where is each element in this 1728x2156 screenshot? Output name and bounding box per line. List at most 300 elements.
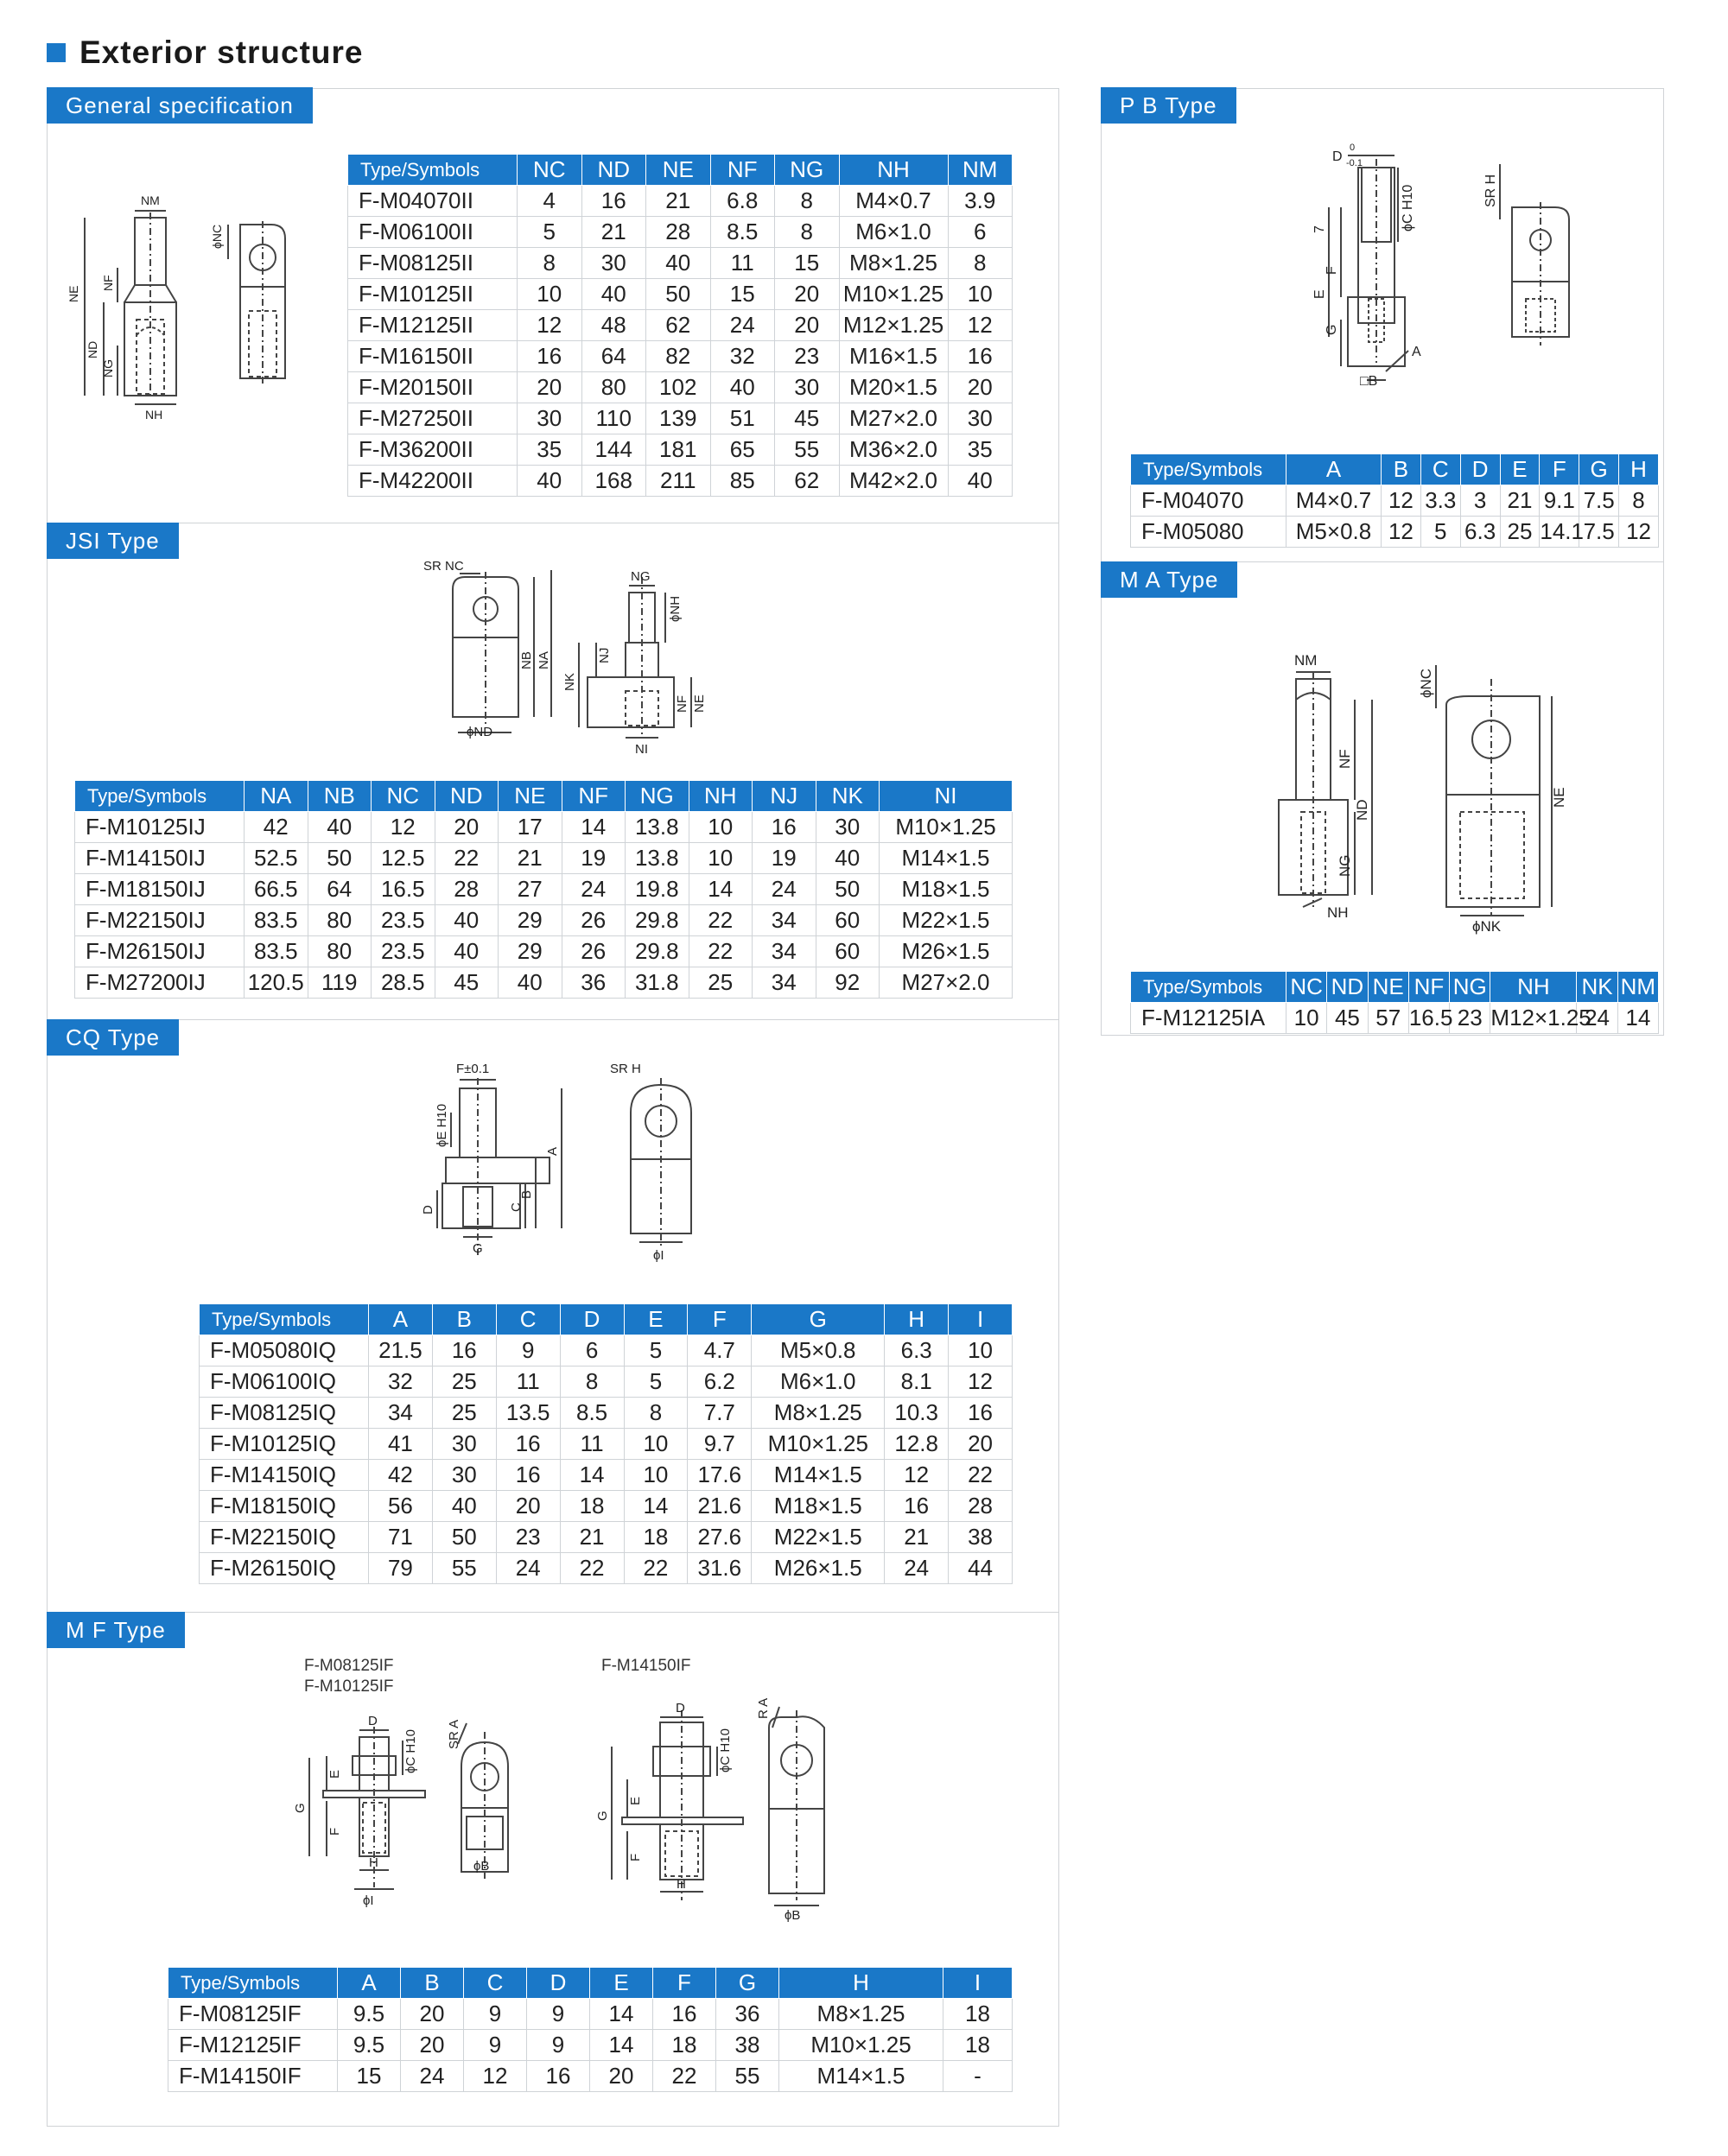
model-number-cell: F-M18150IQ [200,1491,369,1522]
table-cell: 18 [560,1491,624,1522]
table-cell: 60 [816,936,880,967]
table-cell: 16 [753,812,816,843]
jsi-dim-label: NG [631,569,651,584]
table-cell: 50 [308,843,372,874]
table-cell: 3 [1460,485,1500,517]
table-cell: 21 [1500,485,1540,517]
table-cell: 26 [562,905,626,936]
table-header-cell: NB [308,781,372,812]
table-cell: M26×1.5 [752,1553,885,1584]
jsi-dim-label: NB [519,651,534,669]
table-cell: 5 [1420,517,1460,548]
table-cell: 40 [816,843,880,874]
table-cell: 5 [624,1335,688,1367]
cq-dim-label: G [473,1241,483,1256]
mf-model-label: F-M08125IF [304,1657,394,1675]
pb-dim-label: SR H [1483,174,1498,207]
table-cell: 21 [885,1522,949,1553]
table-cell: 31.6 [688,1553,752,1584]
mf-drawing-large [596,1693,873,1926]
model-number-cell: F-M10125IQ [200,1429,369,1460]
page-title: Exterior structure [79,35,364,70]
table-cell: 24 [753,874,816,905]
table-cell: 24 [885,1553,949,1584]
table-header-cell: NH [839,155,948,186]
cq-drawing [415,1061,726,1268]
table-cell: 8 [775,217,840,248]
table-cell: 6.3 [885,1335,949,1367]
general-drawing [52,190,337,422]
table-cell: 10 [1286,1003,1327,1034]
table-cell: 40 [948,466,1013,497]
table-cell: 21 [646,186,711,217]
table-cell: 20 [401,2030,464,2061]
table-cell: 20 [401,1999,464,2030]
table-cell: 80 [308,936,372,967]
table-header-cell: NE [499,781,562,812]
table-cell: 24 [1577,1003,1617,1034]
table-header-cell: B [1382,454,1421,485]
table-header-cell: NC [518,155,582,186]
pb-section-title: P B Type [1101,87,1236,124]
table-row [75,874,1013,905]
table-cell: 64 [308,874,372,905]
table-cell: 36 [562,967,626,999]
table-cell: 20 [435,812,499,843]
table-cell: 16 [496,1429,560,1460]
model-number-cell: F-M36200II [348,434,518,466]
table-header-cell: C [496,1304,560,1335]
cq-dim-label: C [509,1202,524,1212]
table-row [75,936,1013,967]
table-cell: 110 [581,403,646,434]
table-cell: 85 [710,466,775,497]
table-cell: 56 [369,1491,433,1522]
table-cell: 16 [518,341,582,372]
table-body [200,1335,1013,1584]
table-cell: 28 [435,874,499,905]
table-cell: 10.3 [885,1398,949,1429]
table-cell: 12 [518,310,582,341]
table-header-cell: A [369,1304,433,1335]
table-cell: 139 [646,403,711,434]
table-cell: 20 [775,279,840,310]
mf-dim-label: H [677,1877,686,1892]
table-cell: 11 [710,248,775,279]
table-cell: M10×1.25 [839,279,948,310]
table-cell: 16 [653,1999,716,2030]
model-number-cell: F-M27200IJ [75,967,245,999]
table-row [200,1460,1013,1491]
model-number-cell: F-M22150IJ [75,905,245,936]
table-cell: 34 [753,936,816,967]
table-cell: 35 [948,434,1013,466]
pb-dim-label: F [1325,266,1339,275]
table-cell: 10 [624,1460,688,1491]
table-header-cell: F [688,1304,752,1335]
table-cell: 34 [753,967,816,999]
general-dim-label: NF [101,275,115,291]
general-dim-label: NM [141,193,160,207]
table-cell: 3.9 [948,186,1013,217]
table-cell: 4.7 [688,1335,752,1367]
general-section-title: General specification [47,87,313,124]
table-cell: 28 [646,217,711,248]
table-cell: 8.1 [885,1367,949,1398]
table-cell: 18 [943,2030,1013,2061]
table-header-cell: C [1420,454,1460,485]
table-row [348,434,1013,466]
table-cell: 23.5 [372,936,435,967]
jsi-dim-label: NK [562,673,577,691]
table-cell: 50 [432,1522,496,1553]
table-header-cell: H [779,1968,943,1999]
table-cell: 42 [369,1460,433,1491]
table-cell: 14 [689,874,753,905]
table-cell: 40 [308,812,372,843]
table-cell: 48 [581,310,646,341]
mf-model-label: F-M14150IF [601,1657,691,1675]
table-cell: 30 [775,372,840,403]
table-row [168,2061,1013,2092]
table-cell: 9.1 [1540,485,1579,517]
table-cell: 20 [948,372,1013,403]
table-header-cell: NE [1368,972,1408,1003]
table-header-cell: NK [816,781,880,812]
table-cell: 40 [499,967,562,999]
table-cell: 181 [646,434,711,466]
model-number-cell: F-M08125IQ [200,1398,369,1429]
table-cell: 211 [646,466,711,497]
table-cell: 27 [499,874,562,905]
general-dim-label: ϕNC [210,224,224,249]
table-header-cell: ND [581,155,646,186]
jsi-section-title: JSI Type [47,523,179,559]
table-cell: 45 [1327,1003,1368,1034]
table-cell: 36 [716,1999,779,2030]
table-cell: 16 [949,1398,1013,1429]
table-cell: 14 [624,1491,688,1522]
table-row [348,279,1013,310]
table-cell: 16.5 [1408,1003,1449,1034]
table-cell: 30 [432,1429,496,1460]
table-cell: 18 [653,2030,716,2061]
table-header-row [1131,454,1659,485]
table-row [75,905,1013,936]
table-cell: 10 [689,812,753,843]
table-cell: M10×1.25 [779,2030,943,2061]
table-cell: 19 [753,843,816,874]
table-cell: 10 [689,843,753,874]
ma-dim-label: ϕNK [1472,918,1502,935]
table-cell: 120.5 [245,967,308,999]
cq-dim-label: ϕE H10 [435,1103,449,1147]
table-cell: M10×1.25 [752,1429,885,1460]
model-number-cell: F-M18150IJ [75,874,245,905]
table-cell: 16 [496,1460,560,1491]
table-header-cell: NE [646,155,711,186]
table-header-cell: Type/Symbols [1131,454,1286,485]
table-cell: 64 [581,341,646,372]
mf-dim-label: E [628,1796,643,1805]
ma-dim-label: NE [1551,787,1567,808]
table-cell: 23 [496,1522,560,1553]
table-cell: 16.5 [372,874,435,905]
table-cell: 102 [646,372,711,403]
table-cell: 82 [646,341,711,372]
ma-dim-label: NF [1337,749,1353,769]
table-cell: M14×1.5 [752,1460,885,1491]
pb-dim-label: □B [1360,374,1378,389]
table-cell: 50 [816,874,880,905]
table-header-cell: NK [1577,972,1617,1003]
model-number-cell: F-M06100IQ [200,1367,369,1398]
table-cell: 12 [948,310,1013,341]
cq-spec-table [199,1303,1013,1584]
page-heading [47,31,364,74]
table-header-cell: H [1619,454,1659,485]
table-cell: 22 [653,2061,716,2092]
table-cell: 40 [518,466,582,497]
jsi-dim-label: NE [692,694,707,713]
table-cell: 57 [1368,1003,1408,1034]
table-cell: 62 [646,310,711,341]
table-header-cell: A [1286,454,1382,485]
mf-dim-label: ϕI [363,1893,374,1908]
table-cell: 22 [689,905,753,936]
table-header-cell: NF [710,155,775,186]
table-cell: 19 [562,843,626,874]
table-cell: 14 [590,1999,653,2030]
table-cell: 29.8 [626,905,689,936]
table-cell: 40 [646,248,711,279]
table-header-cell: F [653,1968,716,1999]
table-row [348,217,1013,248]
table-cell: M14×1.5 [779,2061,943,2092]
table-cell: M4×0.7 [1286,485,1382,517]
table-cell: 21.5 [369,1335,433,1367]
pb-dim-label: E [1312,289,1327,299]
table-cell: M18×1.5 [752,1491,885,1522]
table-cell: 12.8 [885,1429,949,1460]
table-cell: M27×2.0 [839,403,948,434]
table-cell: 71 [369,1522,433,1553]
table-header-cell: Type/Symbols [200,1304,369,1335]
table-cell: 10 [518,279,582,310]
model-number-cell: F-M10125IJ [75,812,245,843]
table-cell: 40 [581,279,646,310]
table-cell: 16 [432,1335,496,1367]
table-header-row [348,155,1013,186]
table-cell: 35 [518,434,582,466]
table-cell: 9 [496,1335,560,1367]
table-header-cell: ND [435,781,499,812]
section-divider [47,1019,1059,1020]
heading-square-icon [47,43,66,62]
model-number-cell: F-M14150IJ [75,843,245,874]
table-header-cell: NI [880,781,1013,812]
table-cell: 34 [369,1398,433,1429]
table-cell: 9 [464,2030,527,2061]
table-cell: 18 [624,1522,688,1553]
mf-dim-label: D [676,1701,685,1715]
table-cell: 25 [432,1398,496,1429]
table-header-cell: B [401,1968,464,1999]
table-row [1131,485,1659,517]
table-cell: - [943,2061,1013,2092]
table-cell: 40 [432,1491,496,1522]
table-cell: 27.6 [688,1522,752,1553]
table-cell: 9 [464,1999,527,2030]
table-cell: 16 [948,341,1013,372]
table-cell: 15 [775,248,840,279]
table-cell: 22 [624,1553,688,1584]
table-cell: 30 [518,403,582,434]
table-cell: 13.5 [496,1398,560,1429]
table-row [348,310,1013,341]
pb-dim-label: -0.1 [1346,158,1363,168]
model-number-cell: F-M04070 [1131,485,1286,517]
table-cell: 24 [710,310,775,341]
jsi-dim-label: SR NC [423,559,464,574]
general-dim-label: NG [101,359,115,377]
table-cell: M8×1.25 [839,248,948,279]
table-row [200,1398,1013,1429]
model-number-cell: F-M12125II [348,310,518,341]
mf-dim-label: ϕB [473,1859,490,1874]
table-header-cell: I [949,1304,1013,1335]
table-cell: 3.3 [1420,485,1460,517]
table-cell: M8×1.25 [779,1999,943,2030]
model-number-cell: F-M26150IJ [75,936,245,967]
table-cell: 5 [624,1367,688,1398]
table-cell: M42×2.0 [839,466,948,497]
table-cell: 62 [775,466,840,497]
table-cell: M5×0.8 [752,1335,885,1367]
table-header-cell: H [885,1304,949,1335]
table-header-row [200,1304,1013,1335]
general-dim-label: ND [86,340,99,358]
table-cell: 30 [432,1460,496,1491]
table-cell: 7.5 [1579,485,1619,517]
table-cell: 21 [499,843,562,874]
table-cell: 4 [518,186,582,217]
model-number-cell: F-M12125IF [168,2030,338,2061]
table-header-cell: NF [1408,972,1449,1003]
table-cell: 50 [646,279,711,310]
table-cell: 31.8 [626,967,689,999]
ma-dim-label: ND [1354,799,1370,821]
table-body [75,812,1013,999]
table-header-cell: Type/Symbols [75,781,245,812]
table-cell: 23.5 [372,905,435,936]
pb-dim-label: A [1412,345,1421,359]
table-cell: 7.5 [1579,517,1619,548]
model-number-cell: F-M20150II [348,372,518,403]
table-cell: 41 [369,1429,433,1460]
table-cell: 40 [710,372,775,403]
table-cell: 6.8 [710,186,775,217]
table-header-cell: D [560,1304,624,1335]
pb-dim-label: 0 [1350,143,1356,153]
table-header-row [1131,972,1659,1003]
ma-drawing [1244,648,1590,933]
table-cell: 20 [518,372,582,403]
table-header-cell: NM [1617,972,1658,1003]
jsi-dim-label: NF [675,695,689,713]
table-cell: M12×1.25 [839,310,948,341]
jsi-drawing [415,559,726,757]
mf-drawing-small [276,1706,536,1913]
table-cell: 24 [562,874,626,905]
table-cell: 40 [435,936,499,967]
table-cell: M12×1.25 [1490,1003,1577,1034]
table-row [348,466,1013,497]
table-cell: 55 [775,434,840,466]
model-number-cell: F-M05080IQ [200,1335,369,1367]
table-cell: 51 [710,403,775,434]
cq-dim-label: A [545,1146,560,1156]
table-body [348,186,1013,497]
table-row [168,2030,1013,2061]
table-row [200,1522,1013,1553]
model-number-cell: F-M26150IQ [200,1553,369,1584]
pb-dim-label: G [1325,324,1339,335]
jsi-dim-label: ϕND [467,725,493,739]
table-cell: 32 [369,1367,433,1398]
ma-dim-label: NM [1294,652,1318,669]
ma-dim-label: ϕNC [1418,668,1434,698]
table-cell: 12 [1382,485,1421,517]
table-cell: 22 [949,1460,1013,1491]
model-number-cell: F-M05080 [1131,517,1286,548]
table-cell: 79 [369,1553,433,1584]
table-cell: 20 [775,310,840,341]
table-cell: 29 [499,936,562,967]
table-cell: 66.5 [245,874,308,905]
table-header-cell: Type/Symbols [348,155,518,186]
table-cell: M18×1.5 [880,874,1013,905]
table-cell: 168 [581,466,646,497]
table-cell: 23 [1450,1003,1490,1034]
table-row [200,1491,1013,1522]
table-cell: 25 [432,1367,496,1398]
table-cell: M16×1.5 [839,341,948,372]
table-row [200,1429,1013,1460]
table-cell: 83.5 [245,936,308,967]
table-cell: 20 [496,1491,560,1522]
table-cell: 16 [581,186,646,217]
mf-dim-label: H [369,1855,378,1870]
table-row [348,248,1013,279]
table-cell: 18 [943,1999,1013,2030]
table-body [1131,485,1659,548]
table-cell: 11 [560,1429,624,1460]
table-cell: 12 [372,812,435,843]
table-cell: 8 [518,248,582,279]
table-cell: M22×1.5 [752,1522,885,1553]
table-cell: 26 [562,936,626,967]
table-cell: 15 [710,279,775,310]
table-cell: 83.5 [245,905,308,936]
table-header-cell: NG [626,781,689,812]
table-cell: M22×1.5 [880,905,1013,936]
table-cell: 29.8 [626,936,689,967]
table-cell: 80 [308,905,372,936]
table-row [168,1999,1013,2030]
table-cell: 55 [716,2061,779,2092]
table-cell: 25 [689,967,753,999]
